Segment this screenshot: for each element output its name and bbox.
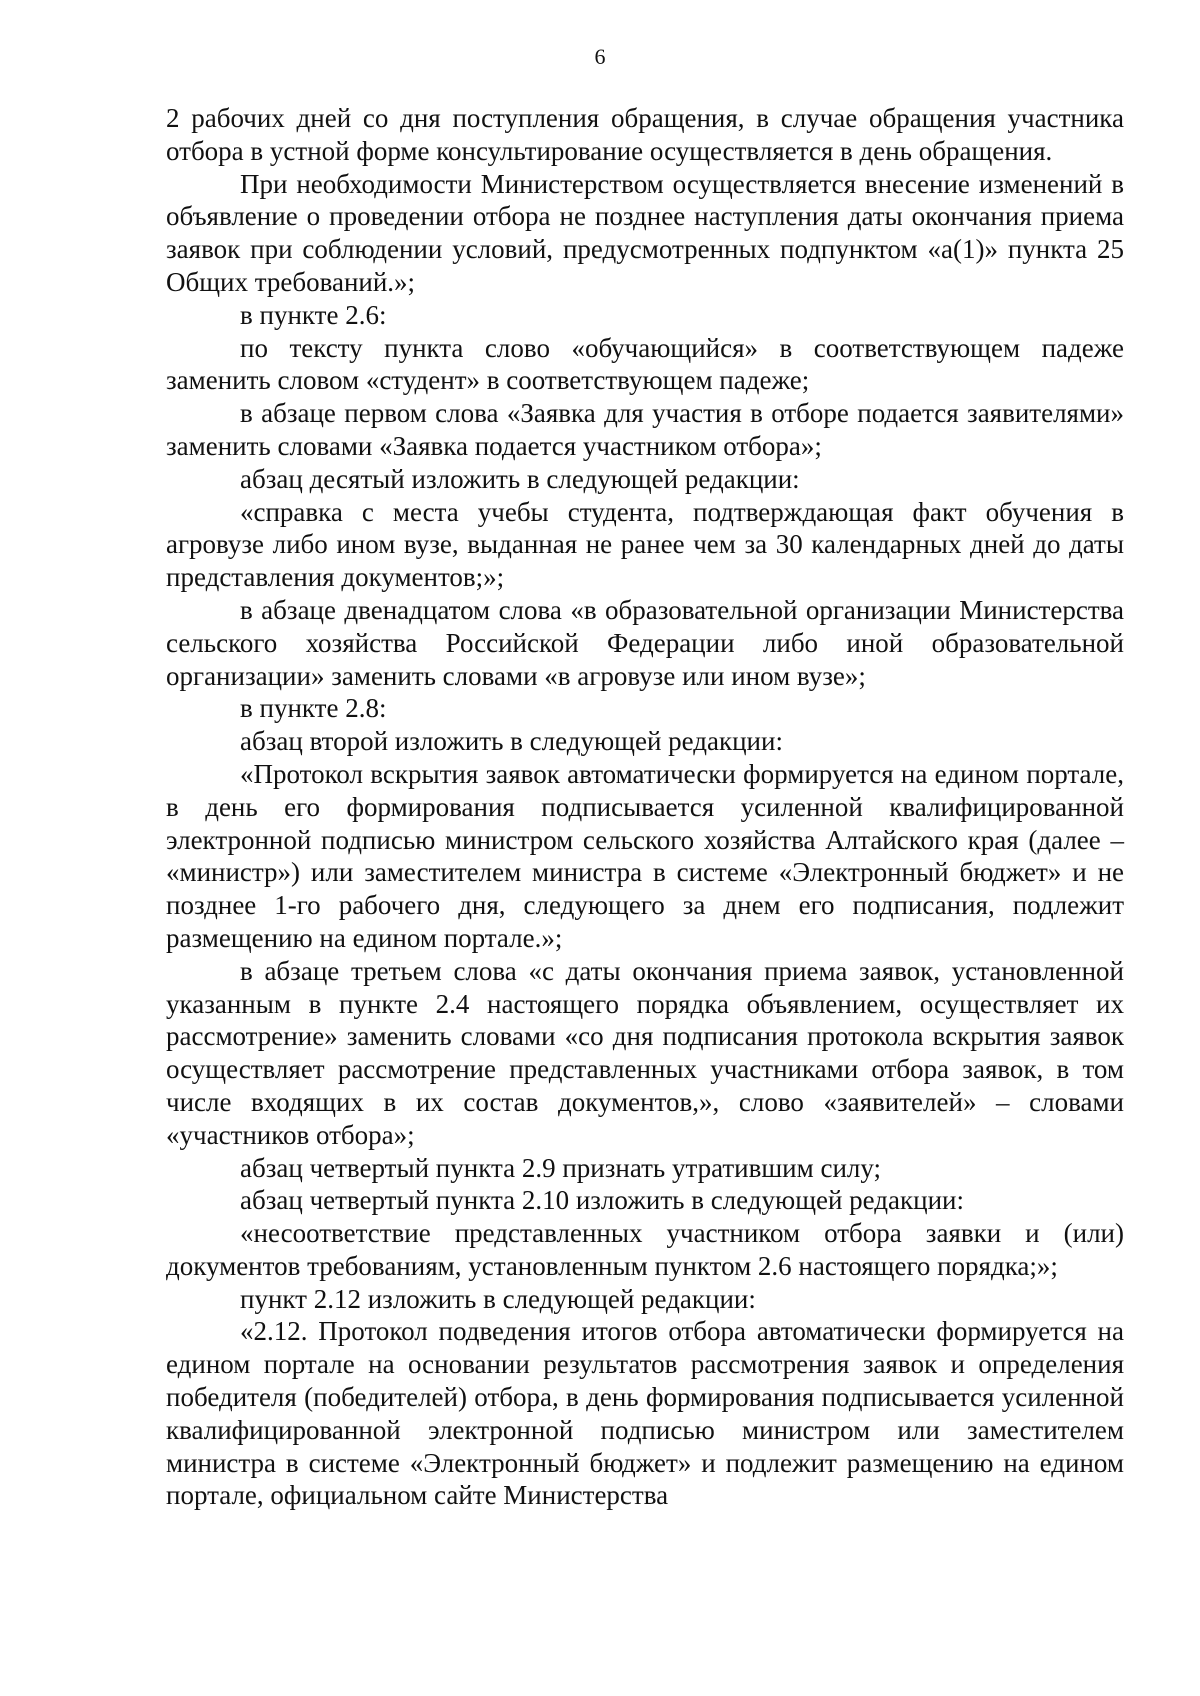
paragraph: «несоответствие представленных участником отбора заявки и (или) документов требованиям, установленным пунктом 2.6 настоящего порядка;»; (166, 1218, 1124, 1281)
paragraph: в абзаце первом слова «Заявка для участия в отборе подается заявителями» заменить словами «Заявка подается участником отбора»; (166, 398, 1124, 461)
paragraph: абзац четвертый пункта 2.9 признать утратившим силу; (240, 1152, 882, 1183)
paragraph: пункт 2.12 изложить в следующей редакции: (240, 1283, 756, 1314)
paragraph: При необходимости Министерством осуществляется внесение изменений в объявление о проведении отбора не позднее наступления даты окончания приема заявок при соблюдении условий, предусмотренных подпунктом «а(1)» пункта 25 Общих требований.»; (166, 168, 1124, 297)
paragraph: по тексту пункта слово «обучающийся» в соответствующем падеже заменить словом «студент» в соответствующем падеже; (166, 332, 1124, 396)
document-body (166, 102, 1124, 1512)
paragraph: абзац второй изложить в следующей редакции: (240, 726, 783, 757)
paragraph: 2 рабочих дней со дня поступления обращения, в случае обращения участника отбора в устной форме консультирование осуществляется в день обращения. (166, 103, 1124, 166)
paragraph: «2.12. Протокол подведения итогов отбора автоматически формируется на едином портале на основании результатов рассмотрения заявок и определения победителя (победителей) отбора, в день формирования подписывается усиленной квалифицированной электронной подписью министром или заместителем министра в системе «Электронный бюджет» и подлежит размещению на едином портале, официальном сайте Министерства (166, 1316, 1124, 1511)
paragraph: в абзаце третьем слова «с даты окончания приема заявок, установленной указанным в пункте 2.4 настоящего порядка объявлением, осуществляет их рассмотрение» заменить словами «со дня подписания протокола вскрытия заявок осуществляет рассмотрение представленных участниками отбора заявок, в том числе входящих в их состав документов,», слово «заявителей» – словами «участников отбора»; (166, 955, 1124, 1150)
paragraph: в абзаце двенадцатом слова «в образовательной организации Министерства сельского хозяйства Российской Федерации либо иной образовательной организации» заменить словами «в агровузе или ином вузе»; (166, 594, 1124, 691)
paragraph: в пункте 2.8: (240, 693, 387, 724)
paragraph: в пункте 2.6: (240, 299, 387, 330)
paragraph: «справка с места учебы студента, подтверждающая факт обучения в агровузе либо ином вузе, выданная не ранее чем за 30 календарных дней до даты представления документов;»; (166, 496, 1124, 593)
paragraph: абзац четвертый пункта 2.10 изложить в следующей редакции: (240, 1185, 964, 1216)
page-number: 6 (594, 44, 606, 69)
paragraph: «Протокол вскрытия заявок автоматически формируется на едином портале, в день его формирования подписывается усиленной квалифицированной электронной подписью министром сельского хозяйства Алтайского края (далее – «министр») или заместителем министра в системе «Электронный бюджет» и не позднее 1-го рабочего дня, следующего за днем его подписания, подлежит размещению на едином портале.»; (166, 758, 1124, 953)
paragraph: абзац десятый изложить в следующей редакции: (240, 463, 800, 494)
